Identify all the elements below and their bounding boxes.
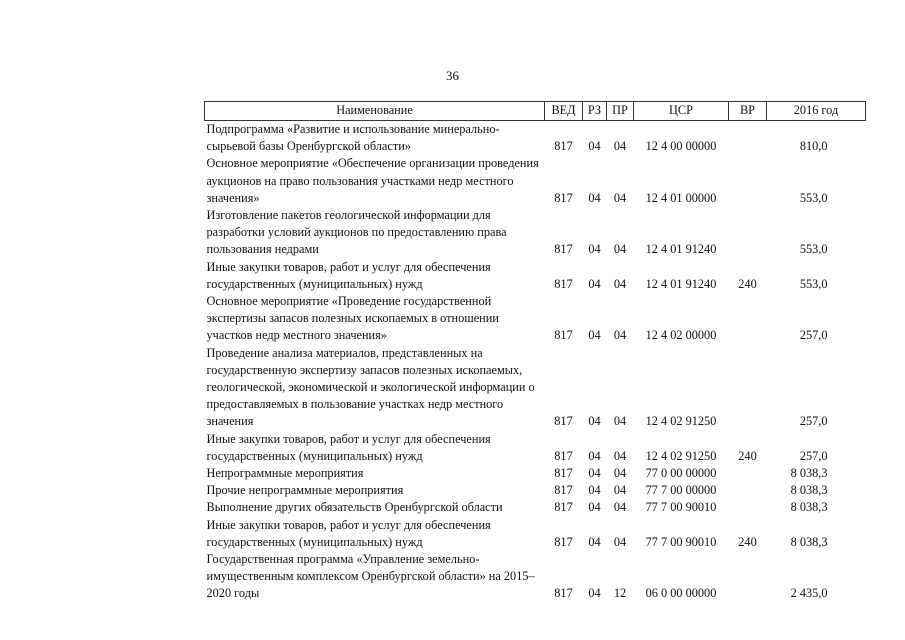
cell-pr: 04 — [613, 483, 627, 498]
cell-vr — [729, 465, 767, 482]
cell-vr: 240 — [738, 534, 757, 549]
cell-ved: 817 — [554, 448, 573, 463]
cell-pr: 04 — [613, 276, 627, 291]
cell-csr: 12 4 02 00000 — [645, 328, 717, 343]
cell-csr: 12 4 01 00000 — [645, 190, 717, 205]
cell-rz: 04 — [588, 500, 601, 515]
cell-sum: 8 038,3 — [790, 466, 828, 481]
cell-pr: 04 — [613, 534, 627, 549]
budget-table — [204, 101, 866, 603]
cell-rz: 04 — [588, 139, 601, 154]
cell-name: Основное мероприятие «Обеспечение организации проведения аукционов на право пользования участками недр местного значения» — [206, 156, 539, 205]
cell-sum: 553,0 — [799, 190, 828, 205]
cell-pr: 04 — [613, 242, 627, 257]
header-year: 2016 год — [767, 102, 866, 121]
table-row — [205, 499, 866, 516]
table-row — [205, 517, 866, 551]
table-row — [205, 431, 866, 465]
cell-pr: 04 — [613, 500, 627, 515]
cell-ved: 817 — [554, 586, 573, 601]
cell-sum: 257,0 — [799, 414, 828, 429]
cell-ved: 817 — [554, 190, 573, 205]
cell-sum: 8 038,3 — [790, 534, 828, 549]
table-row — [205, 551, 866, 603]
cell-pr: 04 — [613, 448, 627, 463]
cell-name: Прочие непрограммные мероприятия — [206, 483, 404, 498]
cell-vr — [729, 293, 767, 345]
cell-rz: 04 — [588, 414, 601, 429]
cell-rz: 04 — [588, 190, 601, 205]
cell-vr — [729, 121, 767, 156]
cell-rz: 04 — [588, 586, 601, 601]
cell-ved: 817 — [554, 328, 573, 343]
cell-rz: 04 — [588, 466, 601, 481]
cell-pr: 04 — [613, 466, 627, 481]
cell-vr: 240 — [738, 276, 757, 291]
cell-ved: 817 — [554, 534, 573, 549]
cell-rz: 04 — [588, 328, 601, 343]
table-header-row — [205, 102, 866, 121]
cell-name: Основное мероприятие «Проведение государственной экспертизы запасов полезных ископаемых в отношении участков недр местного значения» — [206, 294, 499, 343]
cell-ved: 817 — [554, 276, 573, 291]
cell-ved: 817 — [554, 483, 573, 498]
table-row — [205, 259, 866, 293]
table-row — [205, 345, 866, 431]
cell-sum: 257,0 — [799, 448, 828, 463]
header-pr: ПР — [607, 102, 634, 121]
table-row — [205, 293, 866, 345]
cell-pr: 04 — [613, 414, 627, 429]
cell-sum: 257,0 — [799, 328, 828, 343]
cell-csr: 12 4 02 91250 — [645, 448, 717, 463]
cell-name: Государственная программа «Управление земельно-имущественным комплексом Оренбургской области» на 2015–2020 годы — [206, 552, 535, 601]
cell-name: Проведение анализа материалов, представленных на государственную экспертизу запасов полезных ископаемых, геологической, экономической и экологической информации о предоставляемых в пользование участках недр местного значения — [206, 345, 535, 429]
cell-vr — [729, 345, 767, 431]
header-ved: ВЕД — [545, 102, 583, 121]
cell-pr: 04 — [613, 328, 627, 343]
header-name: Наименование — [205, 102, 545, 121]
cell-vr: 240 — [738, 448, 757, 463]
cell-sum: 810,0 — [799, 139, 828, 154]
cell-vr — [729, 499, 767, 516]
cell-name: Выполнение других обязательств Оренбургской области — [206, 500, 503, 515]
cell-pr: 04 — [613, 139, 627, 154]
cell-ved: 817 — [554, 414, 573, 429]
table-row — [205, 155, 866, 207]
cell-csr: 12 4 01 91240 — [645, 242, 717, 257]
table-body — [205, 121, 866, 603]
cell-vr — [729, 207, 767, 259]
cell-rz: 04 — [588, 242, 601, 257]
header-vr: ВР — [729, 102, 767, 121]
cell-vr — [729, 551, 767, 603]
cell-sum: 553,0 — [799, 276, 828, 291]
cell-sum: 8 038,3 — [790, 483, 828, 498]
cell-vr — [729, 155, 767, 207]
header-csr: ЦСР — [634, 102, 729, 121]
cell-sum: 8 038,3 — [790, 500, 828, 515]
cell-rz: 04 — [588, 534, 601, 549]
cell-sum: 2 435,0 — [790, 586, 828, 601]
page-number: 36 — [446, 68, 459, 83]
cell-name: Непрограммные мероприятия — [206, 466, 364, 481]
cell-csr: 12 4 01 91240 — [645, 276, 717, 291]
cell-rz: 04 — [588, 483, 601, 498]
cell-csr: 77 7 00 00000 — [645, 483, 717, 498]
cell-name: Изготовление пакетов геологической информации для разработки условий аукционов по предоставлению права пользования недрами — [206, 208, 507, 257]
table-row — [205, 465, 866, 482]
cell-rz: 04 — [588, 448, 601, 463]
cell-name: Подпрограмма «Развитие и использование минерально-сырьевой базы Оренбургской области» — [206, 122, 500, 154]
cell-ved: 817 — [554, 500, 573, 515]
table-row — [205, 207, 866, 259]
cell-name: Иные закупки товаров, работ и услуг для обеспечения государственных (муниципальных) нужд — [206, 517, 491, 549]
cell-csr: 12 4 02 91250 — [645, 414, 717, 429]
table-row — [205, 482, 866, 499]
cell-rz: 04 — [588, 276, 601, 291]
cell-ved: 817 — [554, 466, 573, 481]
table-row — [205, 121, 866, 156]
cell-pr: 12 — [613, 586, 627, 601]
cell-name: Иные закупки товаров, работ и услуг для обеспечения государственных (муниципальных) нужд — [206, 259, 491, 291]
cell-sum: 553,0 — [799, 242, 828, 257]
cell-csr: 12 4 00 00000 — [645, 139, 717, 154]
header-rz: РЗ — [583, 102, 607, 121]
cell-csr: 06 0 00 00000 — [645, 586, 717, 601]
cell-csr: 77 7 00 90010 — [645, 534, 717, 549]
cell-ved: 817 — [554, 242, 573, 257]
cell-csr: 77 0 00 00000 — [645, 466, 717, 481]
cell-vr — [729, 482, 767, 499]
cell-csr: 77 7 00 90010 — [645, 500, 717, 515]
cell-ved: 817 — [554, 139, 573, 154]
cell-pr: 04 — [613, 190, 627, 205]
cell-name: Иные закупки товаров, работ и услуг для обеспечения государственных (муниципальных) нужд — [206, 431, 491, 463]
